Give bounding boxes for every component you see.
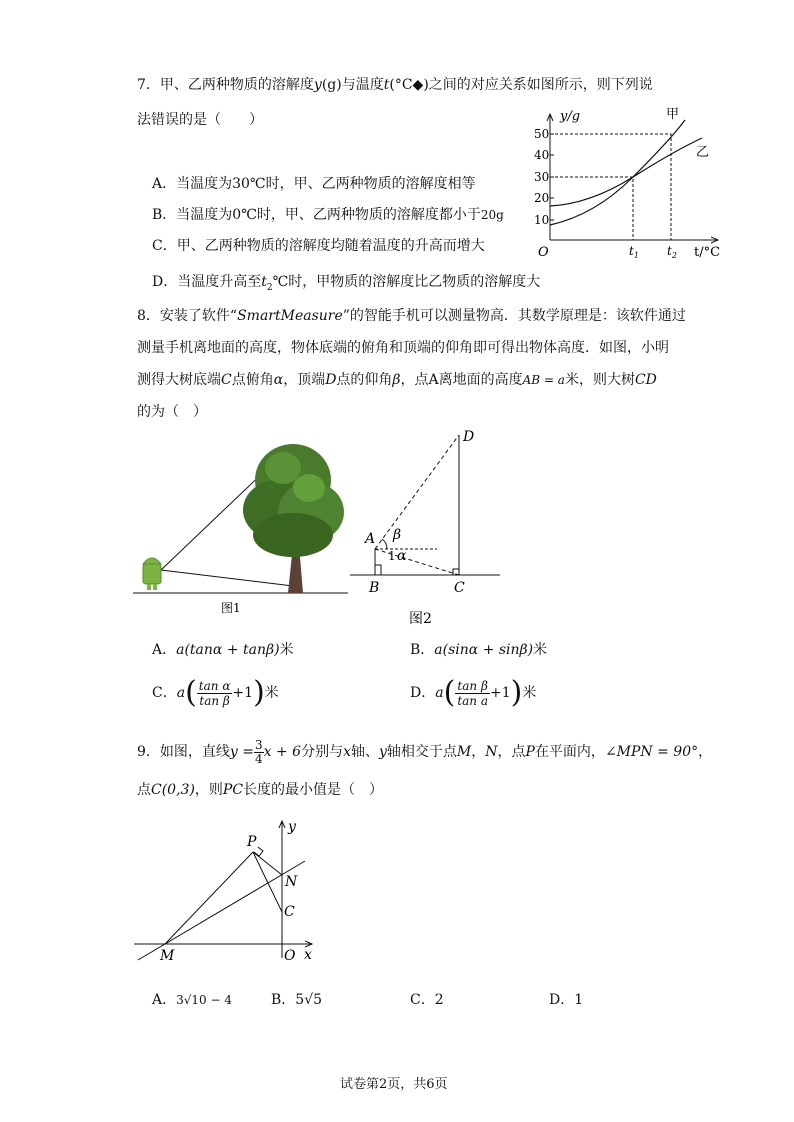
t1-label: $t_1$ bbox=[629, 244, 639, 260]
q9-option-c: C．2 bbox=[410, 992, 444, 1008]
label-yi: 乙 bbox=[696, 145, 710, 160]
line-mn bbox=[138, 861, 305, 960]
q8-stem-line2: 测量手机离地面的高度，物体底端的俯角和顶端的仰角即可得出物体高度．如图，小明 bbox=[137, 340, 669, 356]
segment-pn bbox=[253, 852, 282, 875]
q8-stem-line1: 8．安装了软件“SmartMeasure”的智能手机可以测量物高．其数学原理是：该软件通过 bbox=[137, 308, 686, 324]
q8-option-c: C．a( $\frac{\text{tan α}}{\text{tan β}}$ +1)米 bbox=[152, 675, 279, 710]
q8-option-a: A．a(tanα + tanβ)米 bbox=[152, 642, 294, 658]
point-a: A bbox=[365, 531, 376, 547]
tree-icon bbox=[243, 444, 344, 593]
q8-option-d: D．a( $\frac{\text{tan β}}{\text{tan a}}$ +1)米 bbox=[410, 675, 537, 710]
q9-origin: O bbox=[284, 948, 296, 964]
q9-y-label: y bbox=[288, 819, 296, 835]
q9-stem-line1: 9．如图，直线y = $\frac{3}{4}$ x + 6分别与x轴、y轴相交于点M，N，点P在平面内，∠MPN = 90°， bbox=[137, 737, 713, 766]
q8-option-b: B．a(sinα + sinβ)米 bbox=[410, 642, 548, 658]
label-jia: 甲 bbox=[666, 107, 680, 122]
q9-option-a: A．3√10 − 4 bbox=[152, 992, 232, 1008]
q8-stem-line3: 测得大树底端C点俯角α，顶端D点的仰角β，点A离地面的高度AB = a米，则大树CD bbox=[137, 372, 657, 388]
curve-yi bbox=[550, 138, 702, 206]
q8-figure-1 bbox=[133, 440, 353, 620]
q8-stem-line4: 的为（ ） bbox=[137, 404, 207, 420]
q7-solubility-graph bbox=[520, 100, 730, 265]
tick-20: 20 bbox=[534, 191, 550, 205]
q9-x-label: x bbox=[304, 947, 312, 963]
angle-beta: β bbox=[393, 527, 402, 543]
segment-ad bbox=[375, 435, 459, 549]
guide-50 bbox=[550, 134, 671, 240]
point-b: B bbox=[369, 580, 380, 596]
q7-stem-line2: 法错误的是（ ） bbox=[137, 112, 263, 128]
q9-point-n: N bbox=[285, 874, 298, 890]
segment-mp bbox=[165, 852, 253, 944]
angle-one: 1 bbox=[388, 549, 396, 563]
angle-alpha: α bbox=[397, 548, 407, 564]
curve-jia bbox=[550, 120, 685, 225]
q9-option-d: D．1 bbox=[549, 992, 584, 1008]
q8-figure-2 bbox=[345, 425, 505, 630]
q7-option-c: C．甲、乙两种物质的溶解度均随着温度的升高而增大 bbox=[152, 238, 485, 254]
figure-2-caption: 图2 bbox=[409, 611, 432, 627]
t2-label: $t_2$ bbox=[667, 244, 677, 260]
sight-line-bottom bbox=[161, 570, 293, 586]
q9-option-b: B．5√5 bbox=[271, 992, 323, 1008]
point-d: D bbox=[463, 429, 475, 445]
q9-point-p: P bbox=[247, 834, 257, 850]
q9-figure bbox=[130, 815, 325, 965]
phone-robot-icon bbox=[143, 558, 161, 590]
tick-40: 40 bbox=[534, 148, 550, 162]
tick-10: 10 bbox=[534, 213, 550, 227]
x-axis-label: t/°C bbox=[694, 245, 721, 260]
q7-stem-line1: 7．甲、乙两种物质的溶解度y(g)与温度t(°C◆)之间的对应关系如图所示，则下列说 bbox=[137, 77, 653, 93]
q9-stem-line2: 点C(0,3)，则PC长度的最小值是（ ） bbox=[137, 782, 384, 798]
point-c: C bbox=[454, 580, 465, 596]
figure-1-caption: 图1 bbox=[221, 601, 241, 615]
q7-option-d: D．当温度升高至$t_2℃$时，甲物质的溶解度比乙物质的溶解度大 bbox=[152, 274, 541, 293]
q7-option-a: A．当温度为30℃时，甲、乙两种物质的溶解度相等 bbox=[152, 176, 476, 192]
page-footer: 试卷第2页，共6页 bbox=[340, 1077, 448, 1092]
segment-pc bbox=[253, 852, 282, 912]
right-angle-b bbox=[375, 565, 381, 575]
q9-point-m: M bbox=[160, 948, 175, 964]
q7-option-b: B．当温度为0℃时，甲、乙两种物质的溶解度都小于20g bbox=[152, 207, 504, 223]
y-axis-label: y/g bbox=[560, 109, 581, 124]
tick-50: 50 bbox=[534, 127, 550, 141]
q9-point-c: C bbox=[284, 904, 295, 920]
origin-label: O bbox=[538, 245, 549, 260]
tick-30: 30 bbox=[534, 170, 550, 184]
